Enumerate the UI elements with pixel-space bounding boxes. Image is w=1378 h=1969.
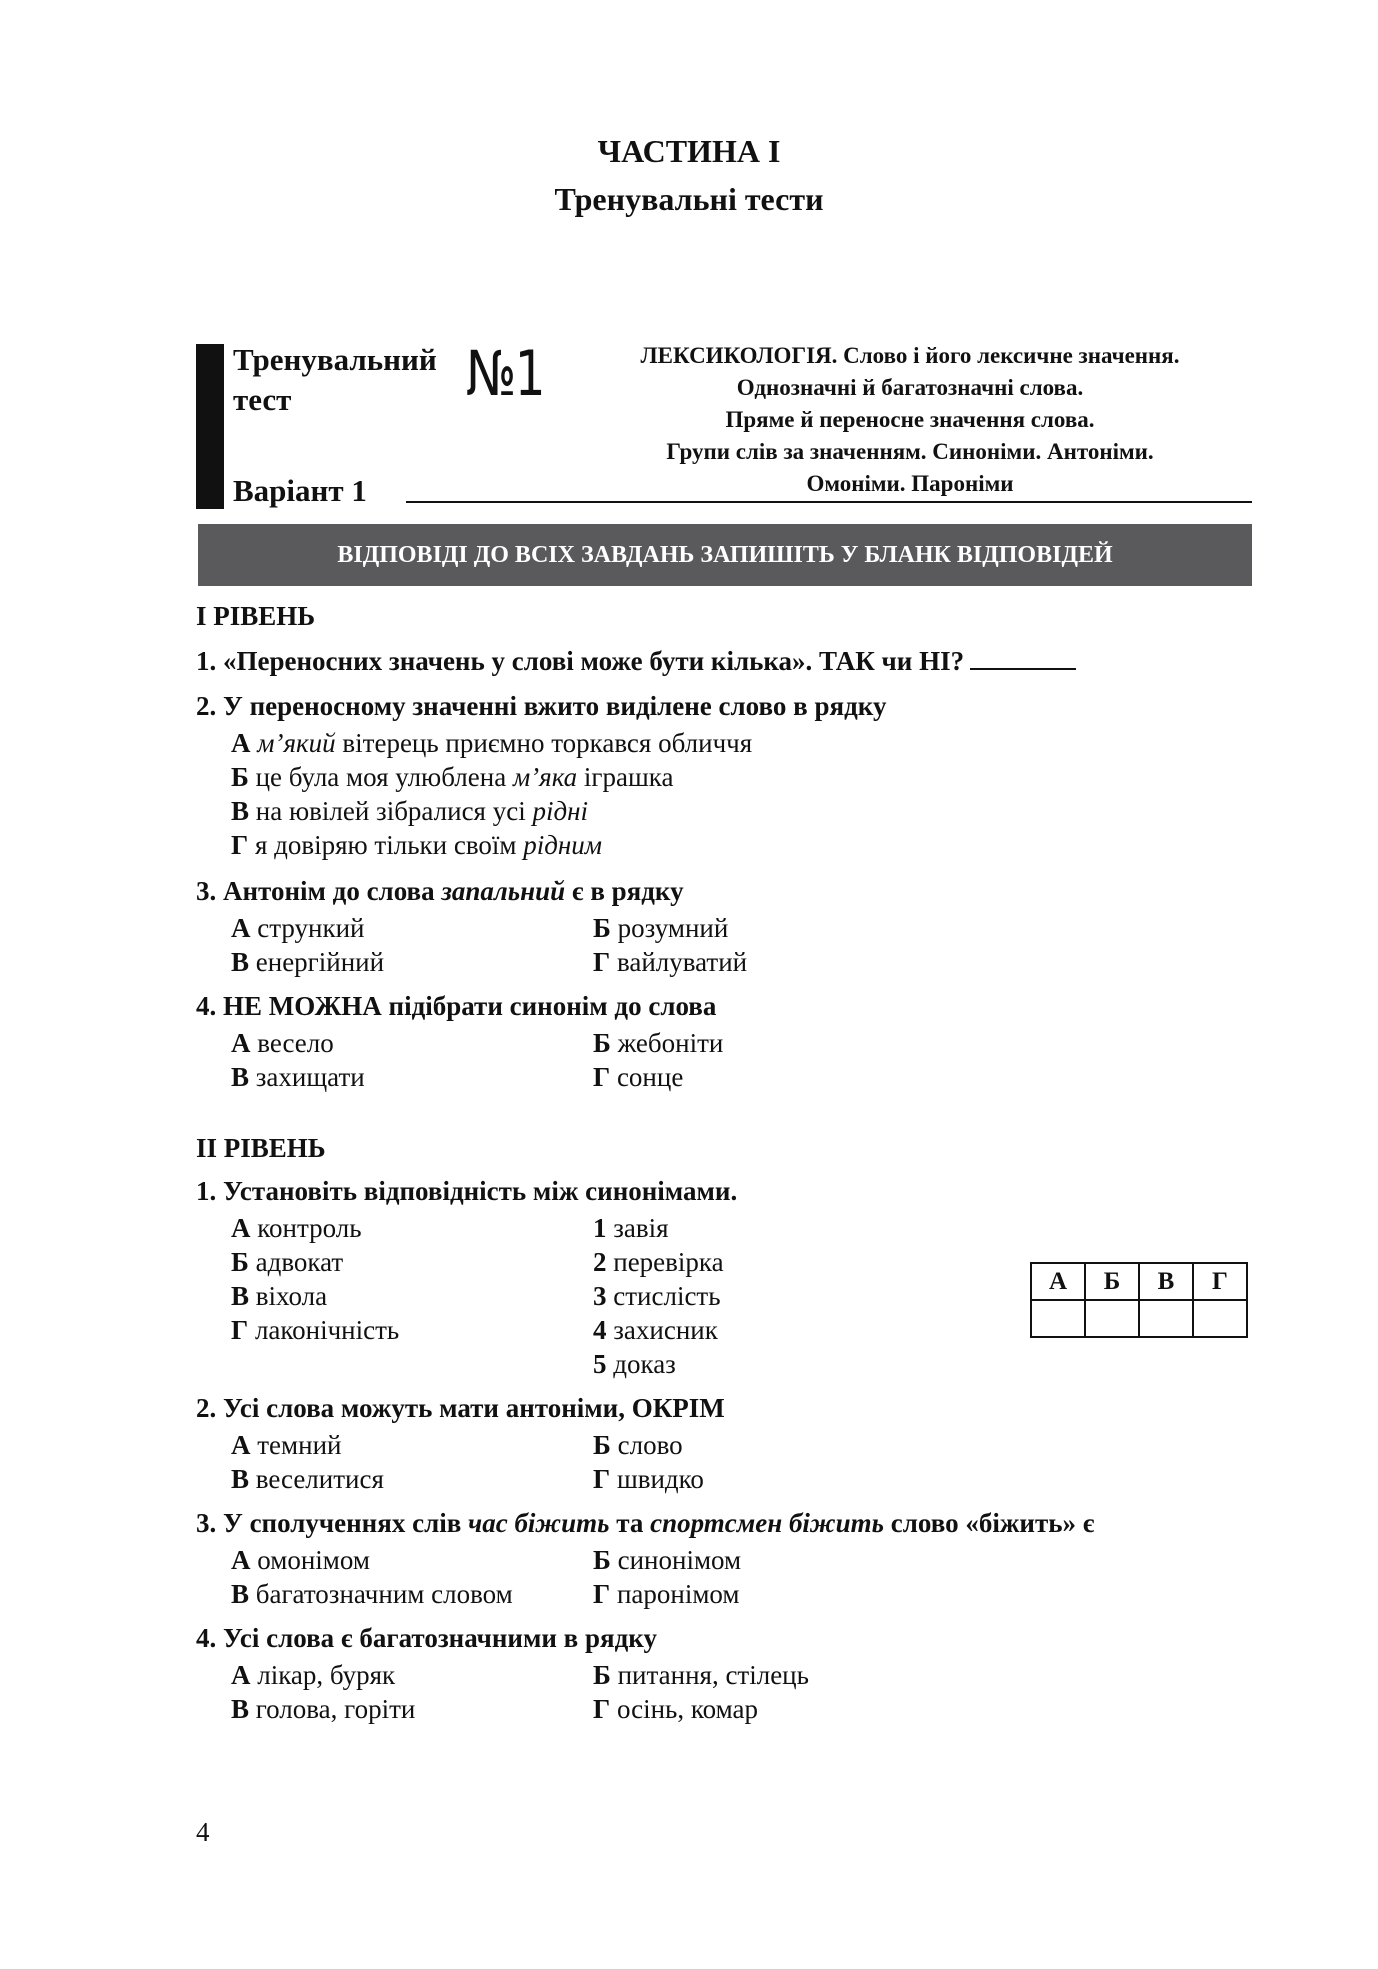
topic-line: Омоніми. Пароніми [806,471,1014,496]
option-row: Г швидко [593,1464,704,1494]
page-number: 4 [196,1817,210,1847]
grid-header: В [1139,1263,1193,1300]
topic-line: Групи слів за значенням. Синоніми. Антоніми. [666,439,1154,464]
topic-line: ЛЕКСИКОЛОГІЯ. Слово і його лексичне значення. [640,343,1180,368]
test-label [233,340,437,420]
match-left-item: А контроль [231,1213,362,1243]
level1-question-2: 2. У переносному значенні вжито виділене слово в рядку [196,691,887,721]
option-row: Б це була моя улюблена м’яка іграшка [231,762,674,792]
grid-answer-cell[interactable] [1085,1300,1139,1337]
option-row: А стрункий [231,913,365,943]
option-row: Б синонімом [593,1545,742,1575]
test-label-line2: тест [233,382,292,417]
variant-underline [406,501,1252,503]
option-row: В багатозначним словом [231,1579,513,1609]
level1-title: І РІВЕНЬ [196,601,316,631]
test-topics [580,340,1240,500]
level1-question-1 [196,644,1076,677]
option-row: А темний [231,1430,342,1460]
level2-question-1: 1. Установіть відповідність між синонімами. [196,1176,738,1206]
match-right-item: 4 захисник [593,1315,718,1345]
option-row: Г я довіряю тільки своїм рідним [231,830,603,860]
option-row: Г вайлуватий [593,947,748,977]
grid-header: Г [1193,1263,1247,1300]
level1-question-3: 3. Антонім до слова запальний є в рядку [196,876,684,906]
grid-header: Б [1085,1263,1139,1300]
option-row: В голова, горіти [231,1694,416,1724]
topic-line: Однозначні й багатозначні слова. [736,375,1084,400]
answer-grid [1030,1262,1248,1338]
match-left-item: Б адвокат [231,1247,344,1277]
option-row: Г паронімом [593,1579,740,1609]
option-row: В енергійний [231,947,385,977]
instructions-banner: ВІДПОВІДІ ДО ВСІХ ЗАВДАНЬ ЗАПИШІТЬ У БЛАНК ВІДПОВІДЕЙ [198,524,1252,586]
match-left-item: В віхола [231,1281,328,1311]
option-row: А омонімом [231,1545,370,1575]
option-row: А весело [231,1028,334,1058]
grid-answer-cell[interactable] [1193,1300,1247,1337]
level2-question-2: 2. Усі слова можуть мати антоніми, ОКРІМ [196,1393,725,1423]
match-right-item: 1 завія [593,1213,669,1243]
match-right-item: 2 перевірка [593,1247,724,1277]
part-subtitle: Тренувальні тести [554,181,824,217]
option-row: Б розумний [593,913,729,943]
grid-answer-cell[interactable] [1139,1300,1193,1337]
option-row: Б жебоніти [593,1028,724,1058]
answer-blank[interactable] [970,644,1076,670]
test-marker-bar [196,344,224,509]
option-row: Б слово [593,1430,683,1460]
match-right-item: 5 доказ [593,1349,676,1379]
grid-answer-cell[interactable] [1031,1300,1085,1337]
level2-title: ІІ РІВЕНЬ [196,1133,326,1163]
part-title: ЧАСТИНА І [597,133,781,169]
level2-question-3: 3. У сполученнях слів час біжить та спортсмен біжить слово «біжить» є [196,1508,1095,1538]
test-label-line1: Тренувальний [233,342,437,377]
grid-header: А [1031,1263,1085,1300]
question-text: 1. «Переносних значень у слові може бути кілька». ТАК чи НІ? [196,646,965,676]
option-row: Б питання, стілець [593,1660,809,1690]
match-left-item: Г лаконічність [231,1315,400,1345]
option-row: А м’який вітерець приємно торкався обличчя [231,728,753,758]
level2-question-4: 4. Усі слова є багатозначними в рядку [196,1623,657,1653]
option-row: А лікар, буряк [231,1660,396,1690]
option-row: В захищати [231,1062,365,1092]
option-row: Г сонце [593,1062,684,1092]
option-row: В веселитися [231,1464,384,1494]
test-number: №1 [466,337,544,410]
option-row: В на ювілей зібралися усі рідні [231,796,589,826]
topic-line: Пряме й переносне значення слова. [725,407,1095,432]
match-right-item: 3 стислість [593,1281,721,1311]
option-row: Г осінь, комар [593,1694,758,1724]
variant-label: Варіант 1 [233,473,367,508]
level1-question-4: 4. НЕ МОЖНА підібрати синонім до слова [196,991,717,1021]
